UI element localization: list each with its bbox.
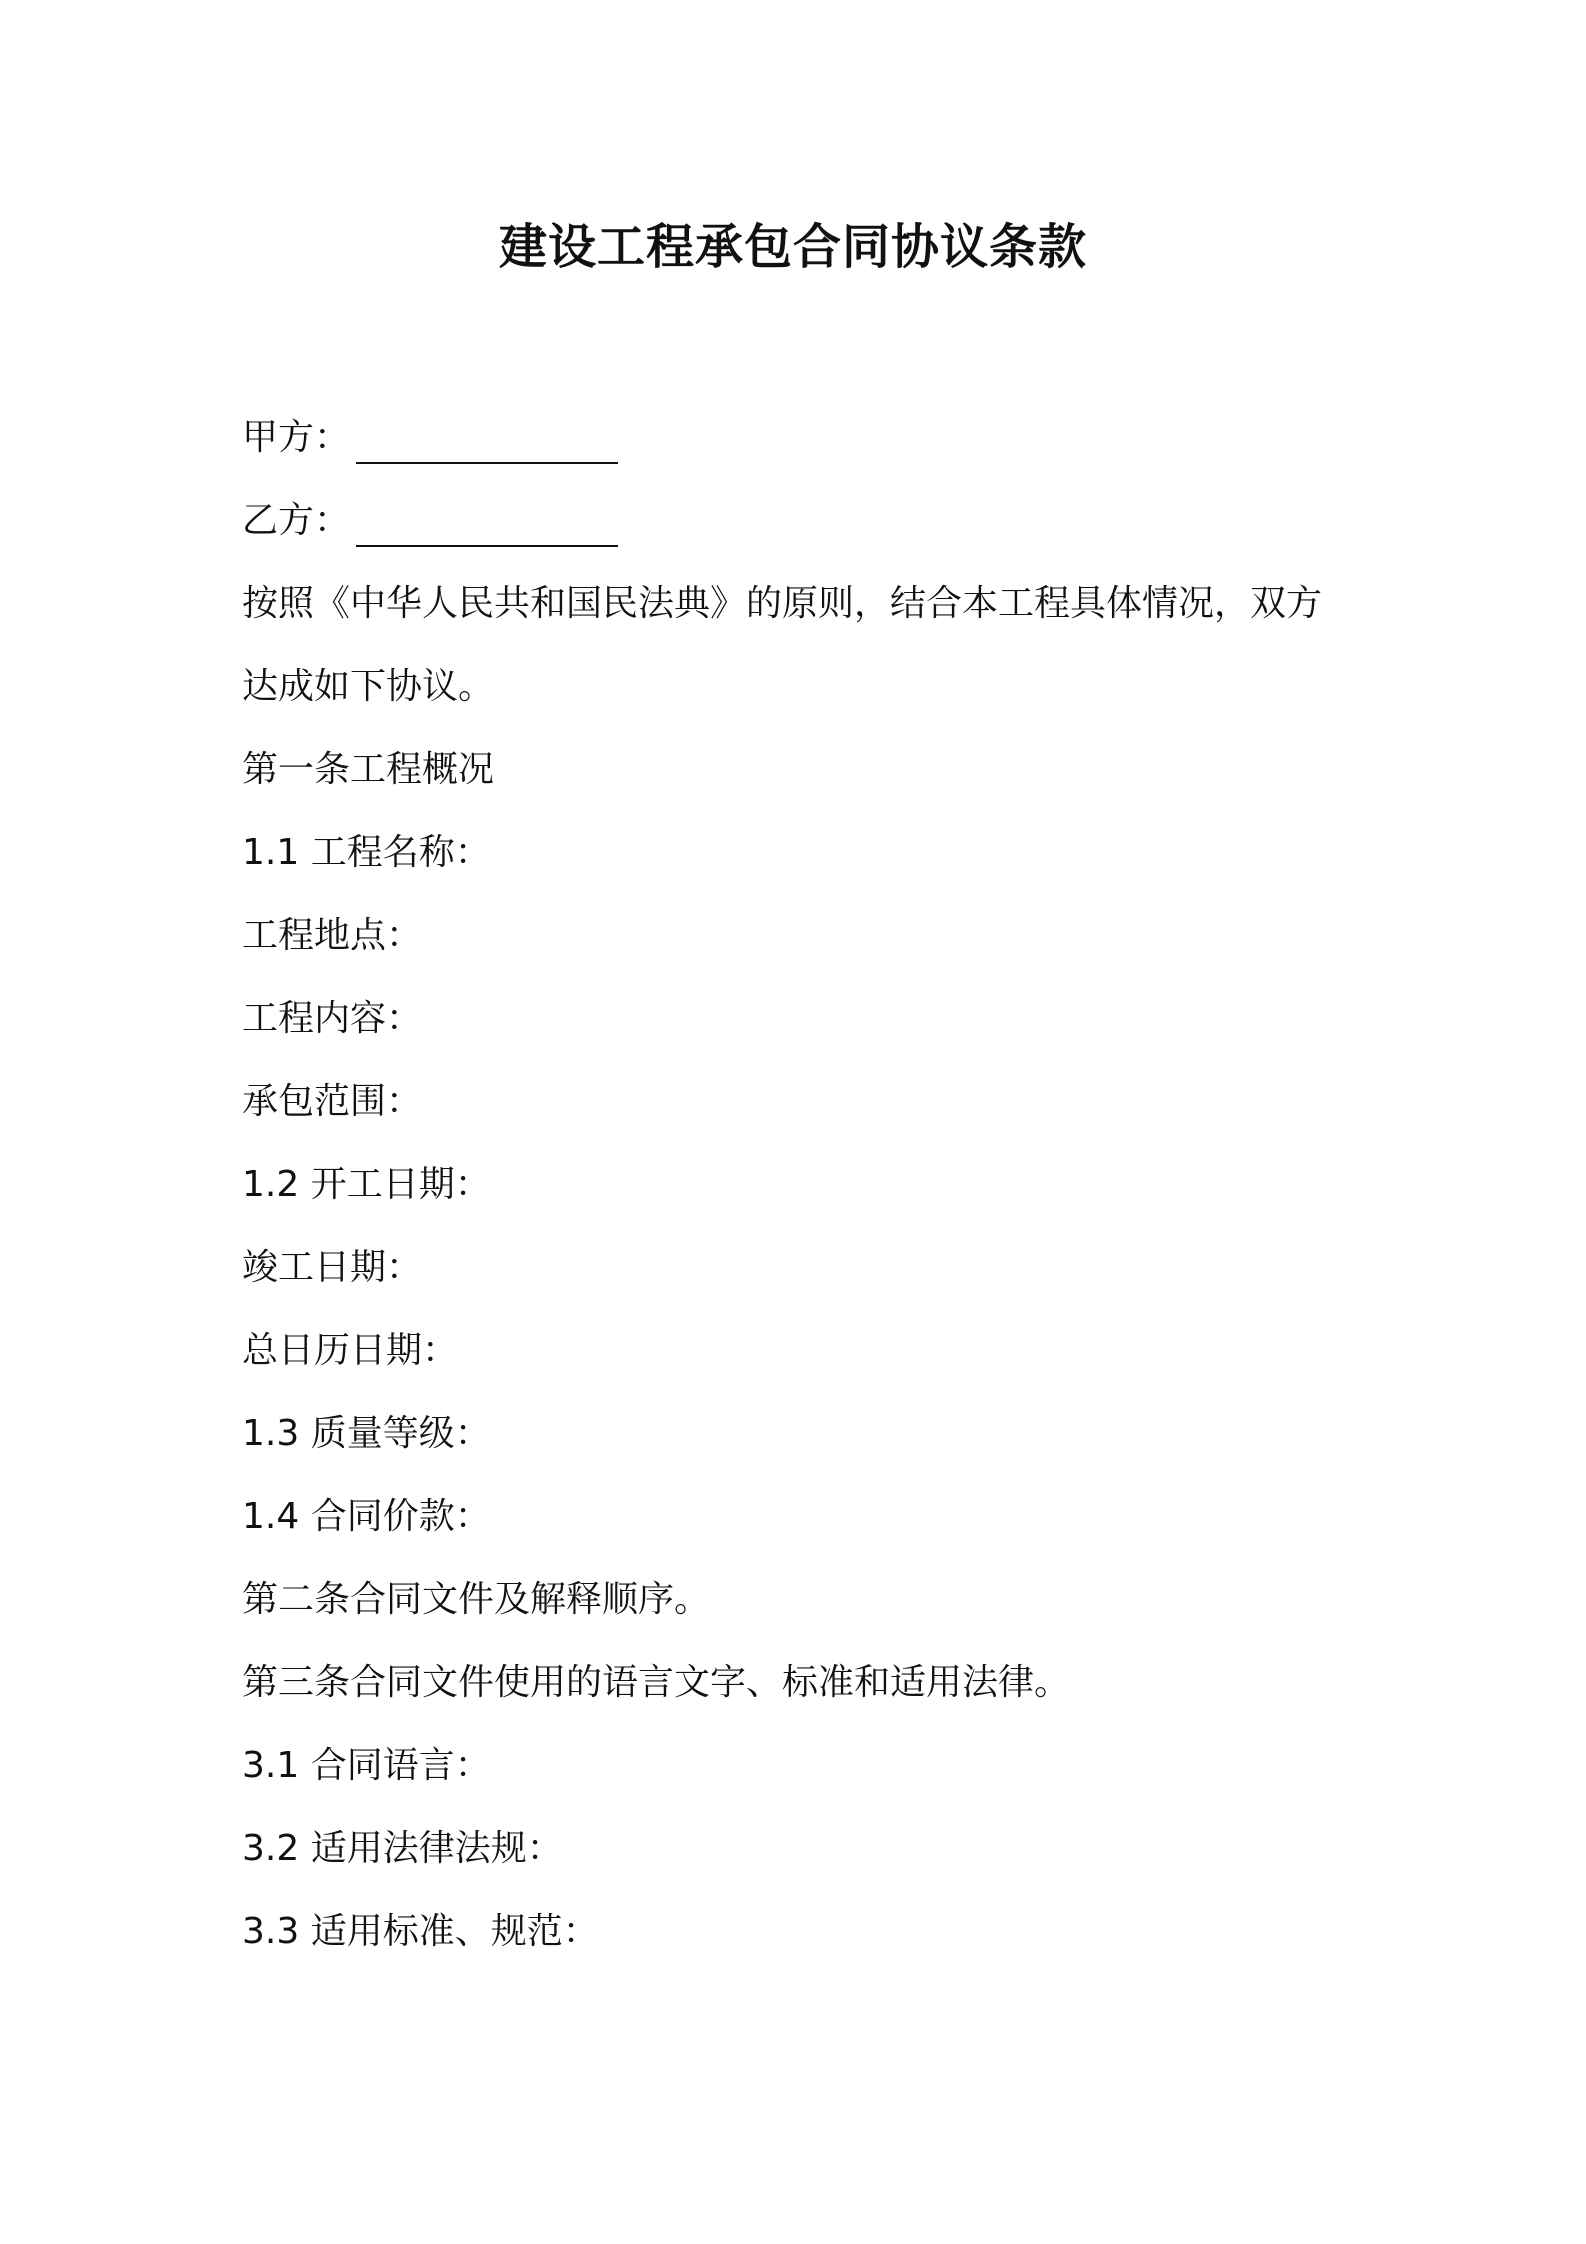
start-date-item: 1.2 开工日期： xyxy=(242,1164,491,1205)
project-content-item: 工程内容： xyxy=(242,998,423,1039)
contract-scope-item: 承包范围： xyxy=(242,1081,423,1122)
party-b-blank[interactable] xyxy=(356,505,618,547)
article-3-heading: 第三条合同文件使用的语言文字、标准和适用法律。 xyxy=(242,1662,1071,1703)
language-item: 3.1 合同语言： xyxy=(242,1745,491,1786)
project-name-item: 1.1 工程名称： xyxy=(242,832,491,873)
party-b-label: 乙方： xyxy=(242,500,351,541)
article-2-heading: 第二条合同文件及解释顺序。 xyxy=(242,1579,711,1620)
standards-item: 3.3 适用标准、规范： xyxy=(242,1911,599,1952)
contract-price-item: 1.4 合同价款： xyxy=(242,1496,491,1537)
article-1-heading: 第一条工程概况 xyxy=(242,749,495,790)
party-a-line xyxy=(242,412,618,464)
total-days-item: 总日历日期： xyxy=(242,1330,459,1371)
completion-date-item: 竣工日期： xyxy=(242,1247,423,1288)
laws-item: 3.2 适用法律法规： xyxy=(242,1828,563,1869)
party-b-line xyxy=(242,495,618,547)
party-a-label: 甲方： xyxy=(242,417,351,458)
document-title: 建设工程承包合同协议条款 xyxy=(498,219,1087,275)
quality-grade-item: 1.3 质量等级： xyxy=(242,1413,491,1454)
intro-line-2: 达成如下协议。 xyxy=(242,666,495,707)
intro-line-1: 按照《中华人民共和国民法典》的原则，结合本工程具体情况，双方 xyxy=(242,583,1323,624)
party-a-blank[interactable] xyxy=(356,422,618,464)
project-location-item: 工程地点： xyxy=(242,915,423,956)
